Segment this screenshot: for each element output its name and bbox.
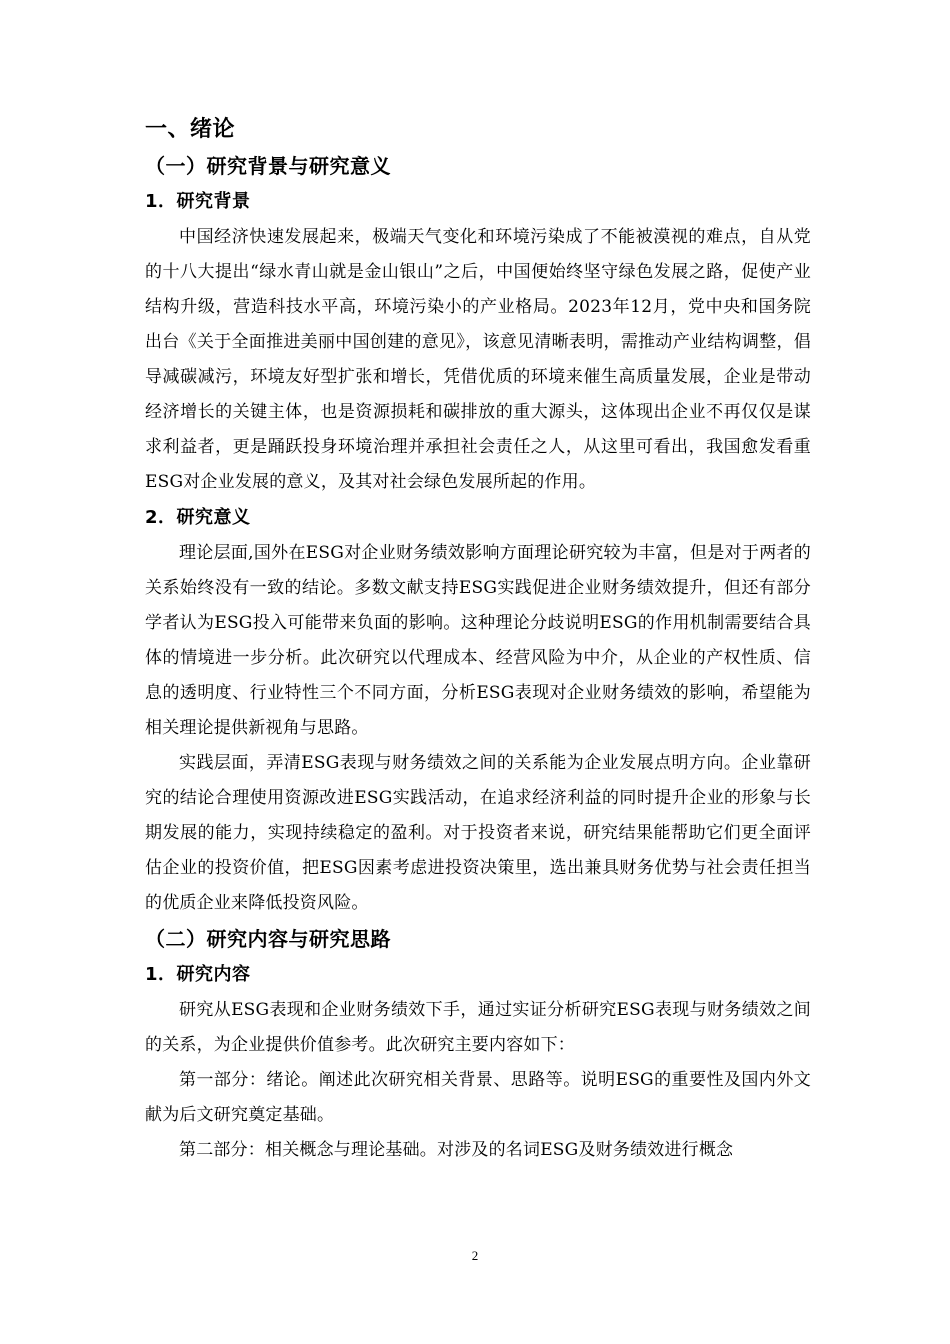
- subsection-title-significance: 2．研究意义: [145, 507, 251, 528]
- paragraph-practice-significance: 实践层面，弄清ESG表现与财务绩效之间的关系能为企业发展点明方向。企业靠研究的结论合理使用资源改进ESG实践活动，在追求经济利益的同时提升企业的形象与长期发展的能力，实现持续稳定的盈利。对于投资者来说，研究结果能帮助它们更全面评估企业的投资价值，把ESG因素考虑进投资决策里，选出兼具财务优势与社会责任担当的优质企业来降低投资风险。: [145, 753, 811, 913]
- subsection-title-background: 1．研究背景: [145, 191, 251, 212]
- section-title-background-significance: （一）研究背景与研究意义: [145, 154, 391, 178]
- paragraph-background: 中国经济快速发展起来，极端天气变化和环境污染成了不能被漠视的难点，自从党的十八大提出“绿水青山就是金山银山”之后，中国便始终坚守绿色发展之路，促使产业结构升级，营造科技水平高，环境污染小的产业格局。2023年12月，党中央和国务院出台《关于全面推进美丽中国创建的意见》，该意见清晰表明，需推动产业结构调整，倡导减碳减污，环境友好型扩张和增长，凭借优质的环境来催生高质量发展，企业是带动经济增长的关键主体，也是资源损耗和碳排放的重大源头，这体现出企业不再仅仅是谋求利益者，更是踊跃投身环境治理并承担社会责任之人，从这里可看出，我国愈发看重ESG对企业发展的意义，及其对社会绿色发展所起的作用。: [145, 227, 811, 492]
- section-title-content-approach: （二）研究内容与研究思路: [145, 927, 391, 951]
- paragraph-part-one: 第一部分：绪论。阐述此次研究相关背景、思路等。说明ESG的重要性及国内外文献为后文研究奠定基础。: [145, 1070, 811, 1125]
- page-number: 2: [471, 1248, 479, 1263]
- subsection-title-content: 1．研究内容: [145, 964, 251, 985]
- paragraph-part-two: 第二部分：相关概念与理论基础。对涉及的名词ESG及财务绩效进行概念: [179, 1140, 734, 1160]
- paragraph-content-intro: 研究从ESG表现和企业财务绩效下手，通过实证分析研究ESG表现与财务绩效之间的关系，为企业提供价值参考。此次研究主要内容如下：: [145, 1000, 811, 1055]
- document-body: [145, 112, 811, 1168]
- chapter-title: 一、绪论: [145, 117, 236, 142]
- paragraph-theory-significance: 理论层面,国外在ESG对企业财务绩效影响方面理论研究较为丰富，但是对于两者的关系始终没有一致的结论。多数文献支持ESG实践促进企业财务绩效提升，但还有部分学者认为ESG投入可能带来负面的影响。这种理论分歧说明ESG的作用机制需要结合具体的情境进一步分析。此次研究以代理成本、经营风险为中介，从企业的产权性质、信息的透明度、行业特性三个不同方面，分析ESG表现对企业财务绩效的影响，希望能为相关理论提供新视角与思路。: [145, 543, 811, 738]
